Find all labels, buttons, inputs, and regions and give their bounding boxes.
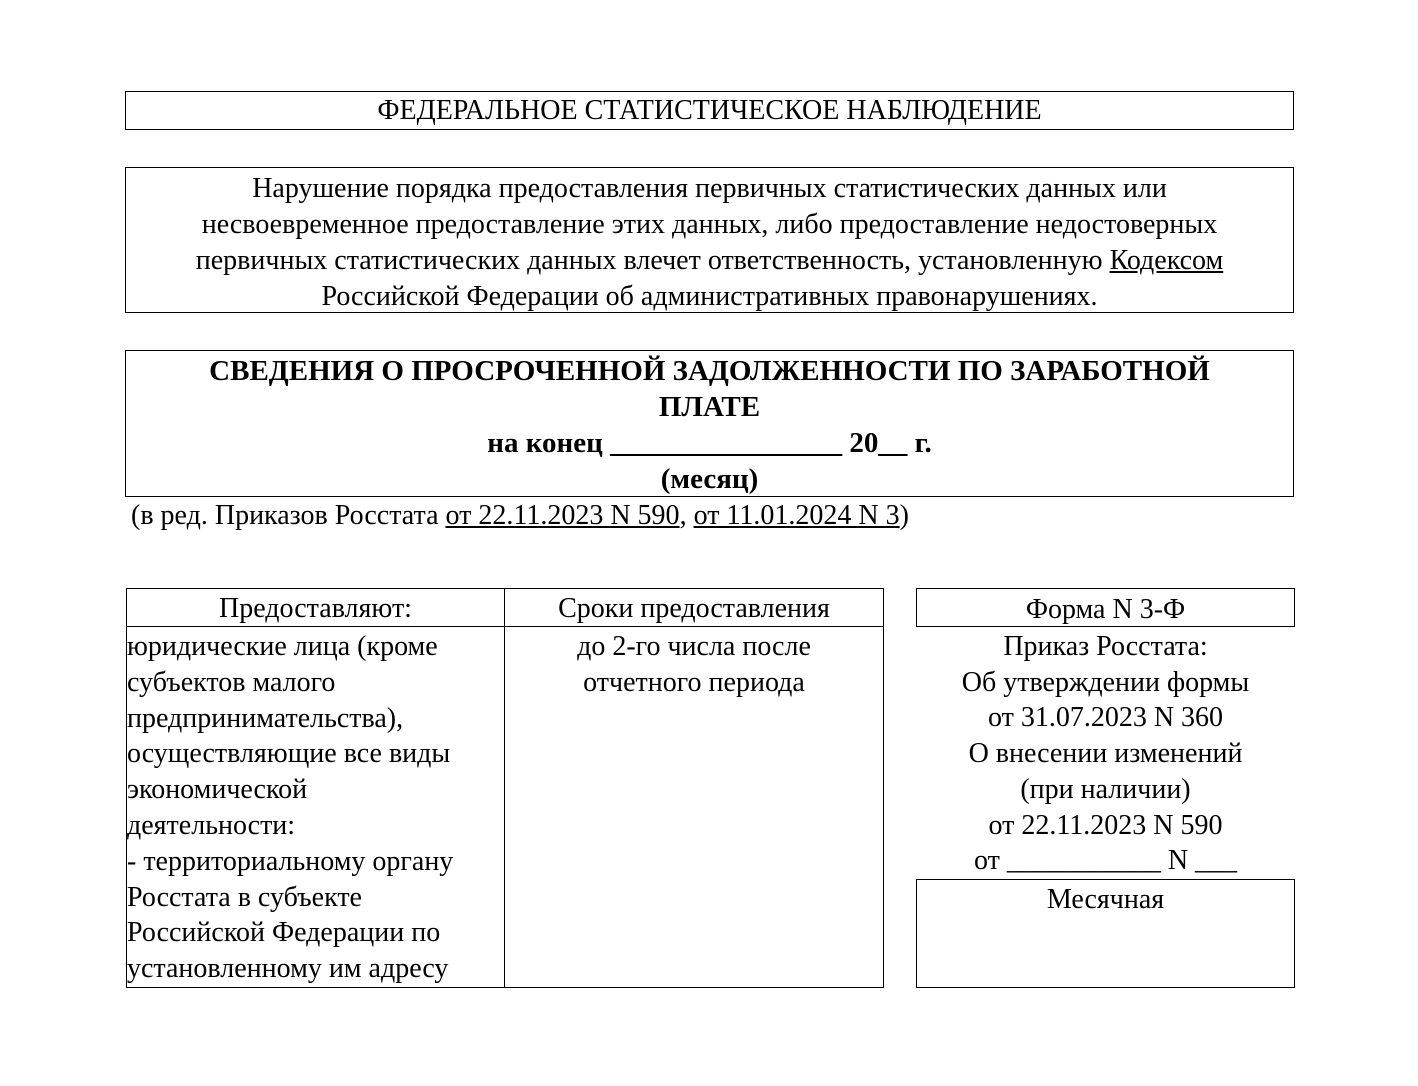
form-number-box xyxy=(916,588,1295,627)
submitters-header: Предоставляют: xyxy=(219,593,412,624)
submitters-line: Росстата в субъекте xyxy=(127,881,362,913)
submitters-line: юридические лица (кроме xyxy=(127,631,438,662)
submitters-line: - территориальному органу xyxy=(127,845,454,877)
liability-warning xyxy=(125,167,1294,313)
warning-line: Российской Федерации об административных правонарушениях. xyxy=(321,281,1098,312)
order-line: О внесении изменений xyxy=(968,738,1243,770)
periodicity-box xyxy=(916,879,1295,988)
order-line: от 22.11.2023 N 590 xyxy=(988,809,1223,841)
form-number: Форма N 3-Ф xyxy=(1025,594,1186,625)
order-line: от ___________ N ___ xyxy=(973,845,1238,877)
survey-header-title: ФЕДЕРАЛЬНОЕ СТАТИСТИЧЕСКОЕ НАБЛЮДЕНИЕ xyxy=(377,95,1042,126)
warning-line xyxy=(126,243,1293,279)
order-line: Приказ Росстата: xyxy=(1003,631,1208,662)
submitters-line: осуществляющие все виды xyxy=(127,738,451,770)
amendment-link-2[interactable]: от 11.01.2024 N 3 xyxy=(693,500,900,531)
submitters-line: предпринимательства), xyxy=(127,702,404,734)
survey-header xyxy=(125,91,1294,130)
amendments-prefix: (в ред. Приказов Росстата xyxy=(131,500,446,531)
warning-line: Нарушение порядка предоставления первичных статистических данных или xyxy=(252,173,1167,204)
deadlines-cell xyxy=(505,629,883,701)
table-header-divider xyxy=(127,626,883,627)
deadline-line: до 2-го числа после xyxy=(577,631,811,662)
amendments-note xyxy=(131,498,909,534)
form-title xyxy=(125,350,1294,497)
warning-line: несвоевременное предоставление этих данных, либо предоставление недостоверных xyxy=(201,209,1218,240)
amendment-link-1[interactable]: от 22.11.2023 N 590 xyxy=(445,500,680,531)
order-line: (при наличии) xyxy=(1020,773,1191,805)
month-caption: (месяц) xyxy=(660,463,759,495)
reporting-period-line: на конец ________________ 20__ г. xyxy=(487,427,932,459)
submitters-line: установленному им адресу xyxy=(127,953,449,985)
submission-table xyxy=(126,588,884,988)
code-link[interactable]: Кодексом xyxy=(1109,245,1224,276)
order-line: от 31.07.2023 N 360 xyxy=(987,702,1224,734)
amendments-separator: , xyxy=(679,500,694,531)
amendments-suffix: ) xyxy=(899,500,909,531)
submitters-line: Российской Федерации по xyxy=(127,917,441,949)
submitters-line: субъектов малого xyxy=(127,666,336,698)
submitters-line: экономической xyxy=(127,774,308,806)
submitters-cell xyxy=(127,629,503,987)
order-line: Об утверждении формы xyxy=(961,666,1250,698)
deadline-line: отчетного периода xyxy=(583,666,805,698)
periodicity: Месячная xyxy=(1046,884,1165,915)
order-info xyxy=(916,629,1295,879)
form-title-line: СВЕДЕНИЯ О ПРОСРОЧЕННОЙ ЗАДОЛЖЕННОСТИ ПО ЗАРАБОТНОЙ xyxy=(209,355,1210,387)
warning-line-text: первичных статистических данных влечет ответственность, установленную xyxy=(195,245,1110,276)
deadlines-header: Сроки предоставления xyxy=(558,593,830,624)
form-title-line: ПЛАТЕ xyxy=(658,391,761,423)
submitters-line: деятельности: xyxy=(127,809,296,841)
